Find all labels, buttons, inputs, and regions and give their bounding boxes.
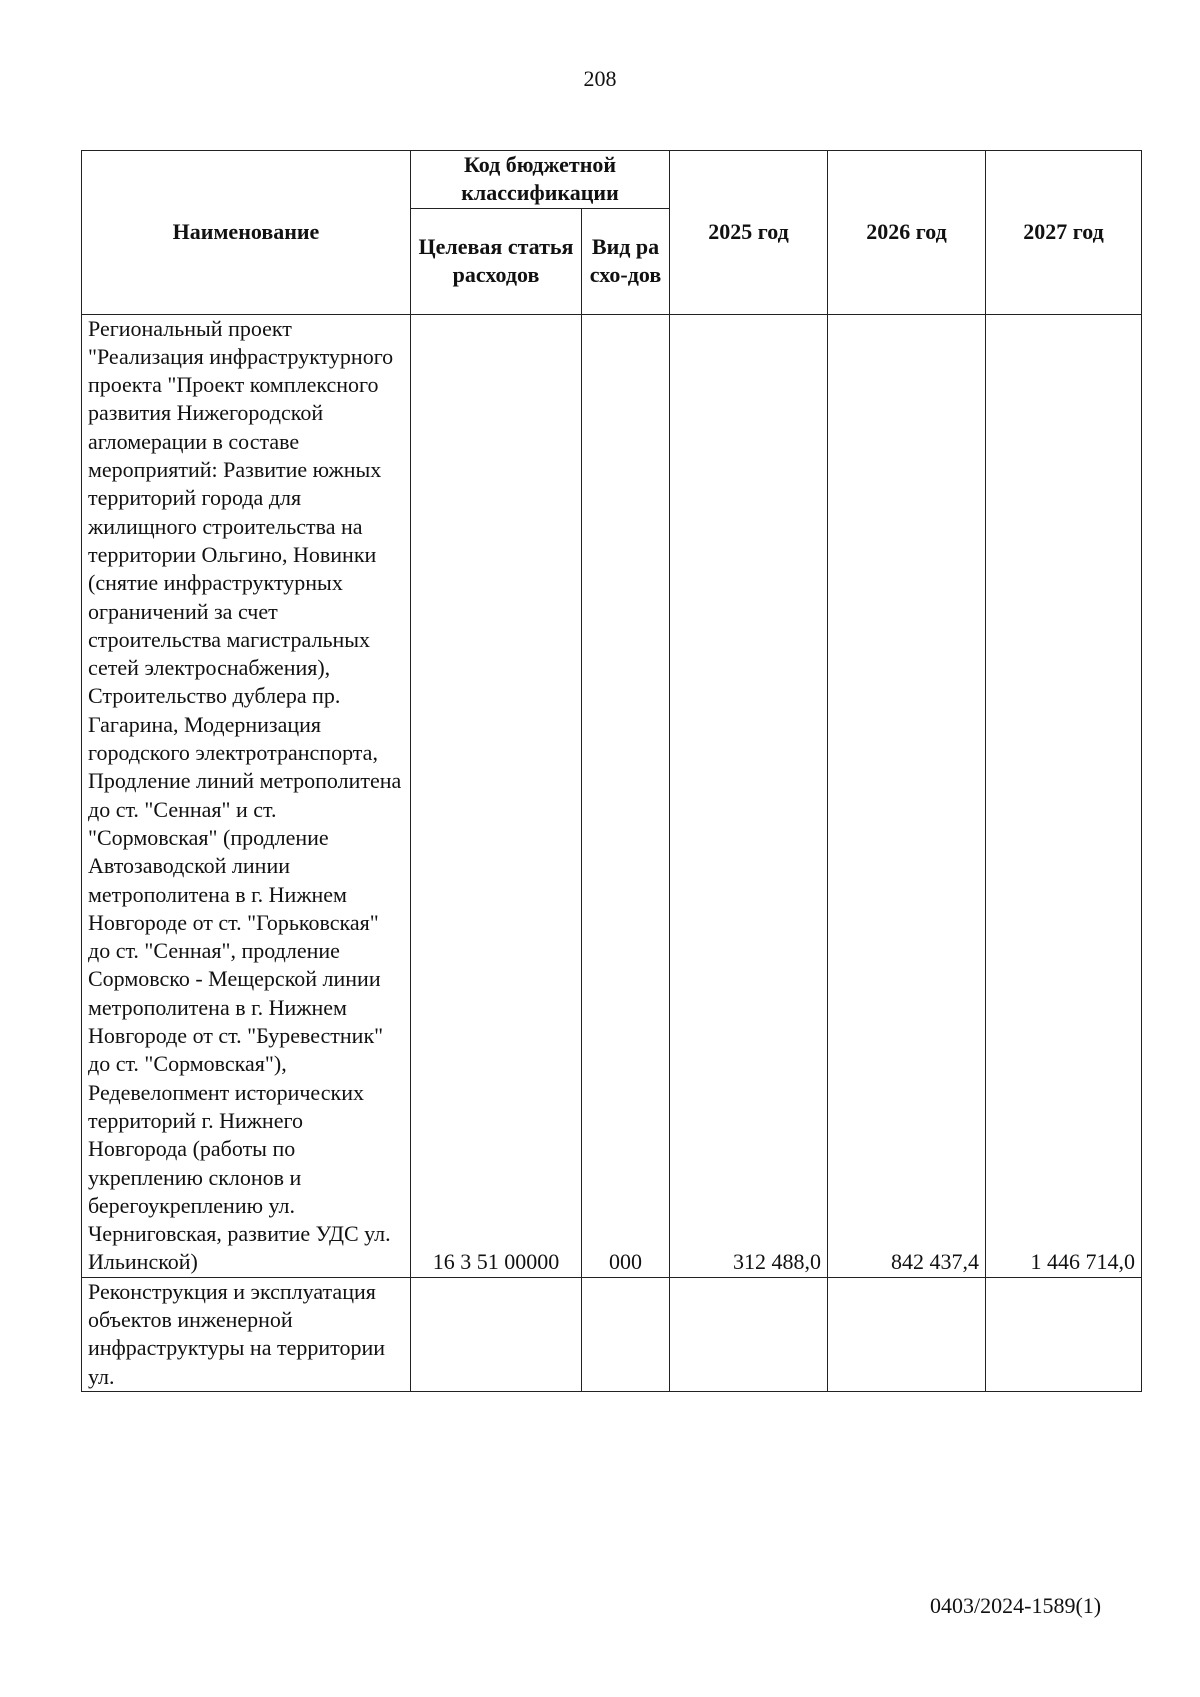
row-target-article	[411, 1277, 582, 1391]
table-row	[82, 314, 1142, 1277]
row-amount-2027: 1 446 714,0	[986, 314, 1142, 1277]
row-expense-type: 000	[582, 314, 670, 1277]
document-registration-code: 0403/2024-1589(1)	[930, 1593, 1102, 1618]
row-amount-2025	[670, 1277, 828, 1391]
row-name: Региональный проект "Реализация инфраструктурного проекта "Проект комплексного развития Нижегородской агломерации в составе мероприятий: Развитие южных территорий города для жилищного строительства на территории Ольгино, Новинки (снятие инфраструктурных ограничений за счет строительства магистральных сетей электроснабжения), Строительство дублера пр. Гагарина, Модернизация городского электротранспорта, Продление линий метрополитена до ст. "Сенная" и ст. "Сормовская" (продление Автозаводской линии метрополитена в г. Нижнем Новгороде от ст. "Горьковская" до ст. "Сенная", продление Сормовско - Мещерской линии метрополитена в г. Нижнем Новгороде от ст. "Буревестник" до ст. "Сормовская"), Редевелопмент исторических территорий г. Нижнего Новгорода (работы по укреплению склонов и берегоукреплению ул. Черниговская, развитие УДС ул. Ильинской)	[82, 314, 411, 1277]
page-number: 208	[583, 66, 617, 91]
row-amount-2025: 312 488,0	[670, 314, 828, 1277]
header-year-2027: 2027 год	[986, 151, 1142, 315]
header-year-2026: 2026 год	[828, 151, 986, 315]
row-name: Реконструкция и эксплуатация объектов инженерной инфраструктуры на территории ул.	[82, 1277, 411, 1391]
header-name: Наименование	[82, 151, 411, 315]
row-amount-2026: 842 437,4	[828, 314, 986, 1277]
header-expense-type: Вид расхо-дов	[582, 208, 670, 314]
row-amount-2026	[828, 1277, 986, 1391]
row-target-article: 16 3 51 00000	[411, 314, 582, 1277]
header-year-2025: 2025 год	[670, 151, 828, 315]
row-amount-2027	[986, 1277, 1142, 1391]
header-target-article: Целевая статья расходов	[411, 208, 582, 314]
row-expense-type	[582, 1277, 670, 1391]
header-code-group: Код бюджетной классификации	[411, 151, 670, 209]
budget-table	[81, 150, 1142, 1392]
table-row	[82, 1277, 1142, 1391]
